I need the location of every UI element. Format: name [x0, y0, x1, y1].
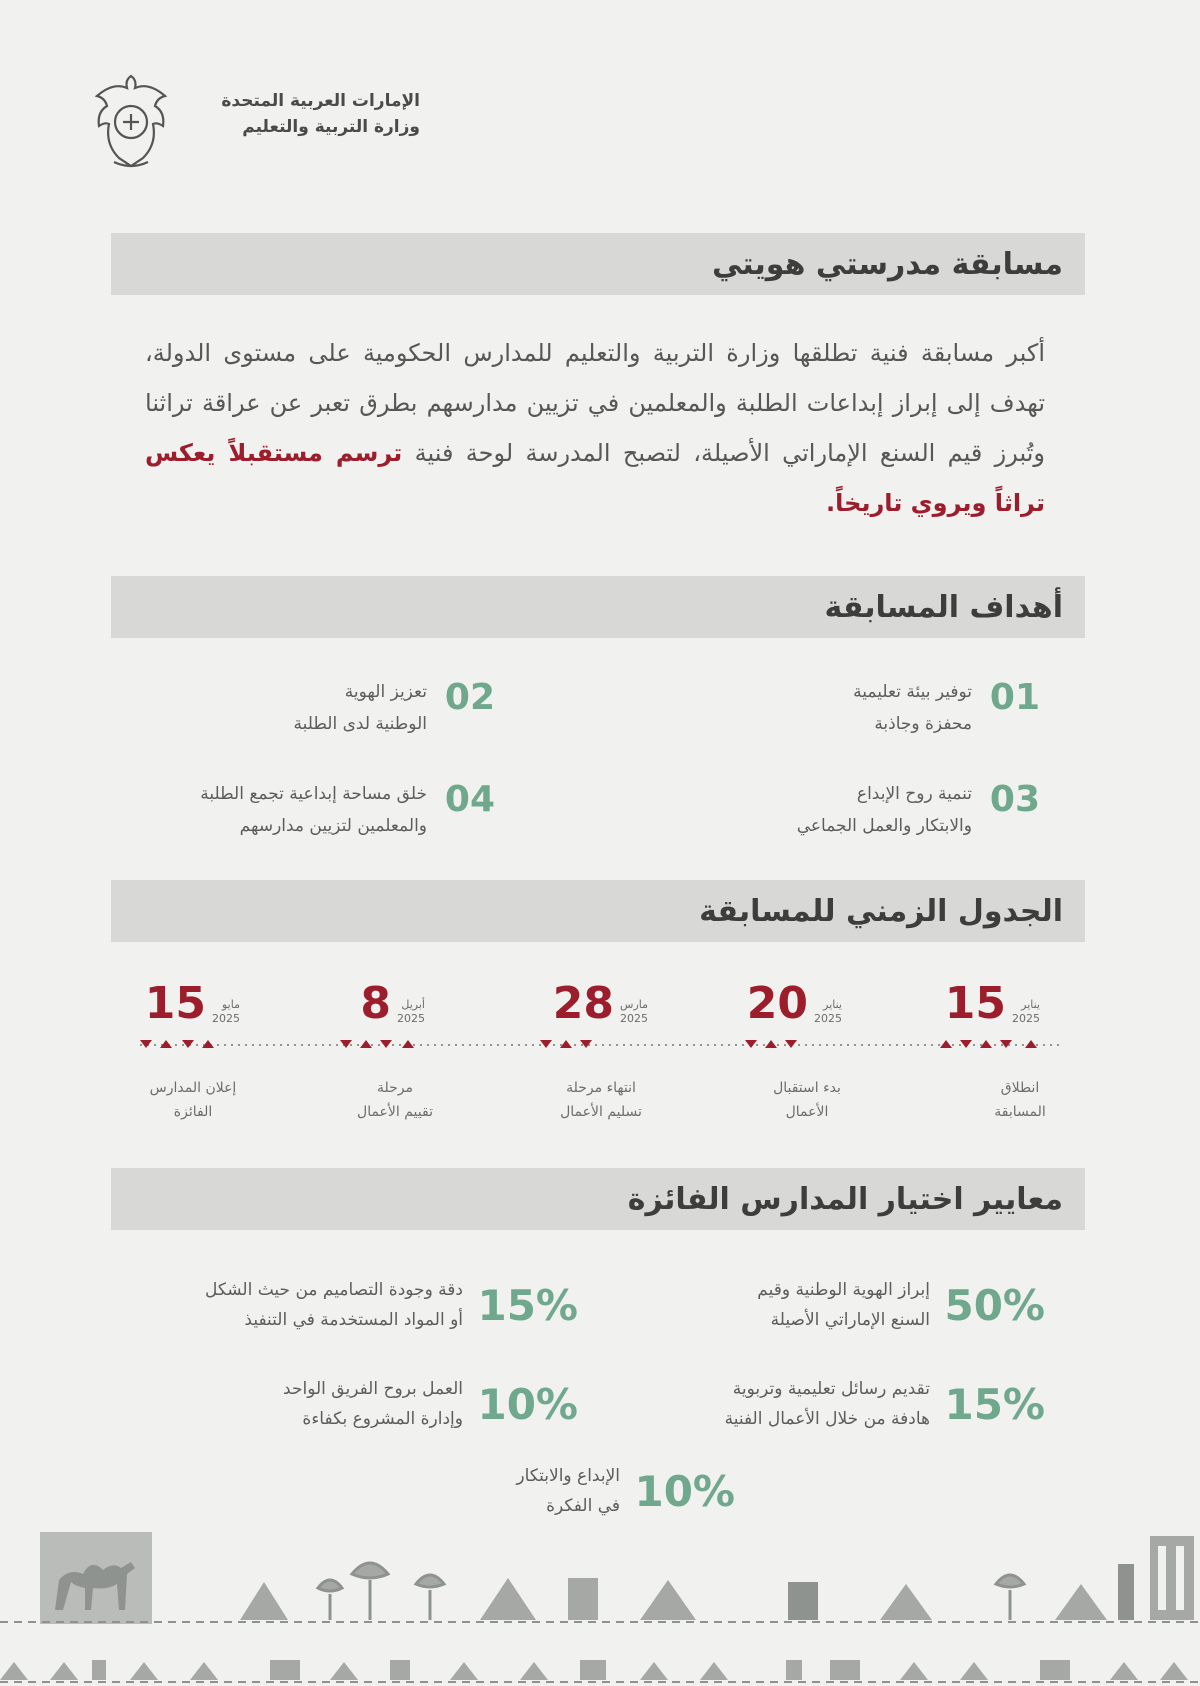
criteria-percent: 15% — [477, 1280, 578, 1330]
criteria-percent: 50% — [944, 1280, 1045, 1330]
goal-line: خلق مساحة إبداعية تجمع الطلبة — [200, 784, 427, 804]
timeline-day: 28 — [552, 978, 614, 1029]
intro-text: أكبر مسابقة فنية تطلقها وزارة التربية والتعليم للمدارس الحكومية على مستوى الدولة، تهدف إلى إبراز إبداعات الطلبة والمعلمين في تزيين مدارسهم بطرق تعبر عن عراقة تراثنا وتُبرز قيم السنع الإماراتي الأصيلة، لتصبح المدرسة لوحة فنية — [145, 339, 1045, 467]
timeline-year: 2025 — [814, 1012, 842, 1025]
criteria-text — [725, 1374, 930, 1434]
criteria-line: العمل بروح الفريق الواحد — [283, 1379, 463, 1399]
timeline-label-line: الأعمال — [785, 1104, 829, 1120]
country-name: الإمارات العربية المتحدة — [221, 91, 420, 111]
timeline-month: مارس — [620, 998, 648, 1011]
timeline-bar — [111, 880, 1085, 942]
criteria-text — [205, 1275, 463, 1335]
timeline-label-line: انطلاق — [1000, 1080, 1040, 1096]
timeline-month-year — [814, 998, 842, 1026]
timeline-year: 2025 — [397, 1012, 425, 1025]
criteria-line: دقة وجودة التصاميم من حيث الشكل — [204, 1280, 463, 1300]
timeline-month-year — [397, 998, 425, 1026]
timeline-label — [330, 1076, 460, 1124]
goal-line: توفير بيئة تعليمية — [853, 682, 972, 702]
goal-line: محفزة وجاذبة — [874, 714, 972, 734]
uae-emblem-icon — [90, 70, 172, 175]
timeline-label — [742, 1076, 872, 1124]
criteria-line: في الفكرة — [546, 1496, 620, 1516]
goal-number: 04 — [444, 779, 495, 820]
criteria-item — [283, 1374, 578, 1434]
criteria-item — [725, 1374, 1045, 1434]
goal-item — [640, 778, 1040, 842]
timeline-label-line: مرحلة — [376, 1080, 414, 1096]
intro-highlight: ترسم مستقبلاً يعكس تراثاً ويروي تاريخاً. — [145, 439, 1045, 517]
timeline-label-line: تقييم الأعمال — [357, 1104, 433, 1120]
heritage-footer-illustration — [0, 1520, 1200, 1686]
ministry-name: وزارة التربية والتعليم — [242, 117, 420, 137]
goal-number: 01 — [989, 677, 1040, 718]
intro-paragraph — [145, 328, 1045, 528]
goal-text — [200, 778, 435, 842]
timeline-label — [128, 1076, 258, 1124]
criteria-line: وإدارة المشروع بكفاءة — [302, 1409, 463, 1429]
goal-line: تنمية روح الإبداع — [856, 784, 972, 804]
timeline-month: مايو — [222, 998, 240, 1011]
timeline-title: الجدول الزمني للمسابقة — [699, 893, 1063, 929]
page-title: مسابقة مدرستي هويتي — [711, 246, 1063, 282]
timeline-label-line: تسليم الأعمال — [560, 1104, 642, 1120]
goal-number: 02 — [444, 677, 495, 718]
goal-text — [293, 676, 435, 740]
timeline-date — [746, 978, 842, 1029]
criteria-bar — [111, 1168, 1085, 1230]
timeline-label — [955, 1076, 1085, 1124]
timeline-year: 2025 — [620, 1012, 648, 1025]
title-bar — [111, 233, 1085, 295]
timeline-month-year — [212, 998, 240, 1026]
criteria-text — [757, 1275, 930, 1335]
criteria-line: إبراز الهوية الوطنية وقيم — [757, 1280, 930, 1300]
timeline-label-line: بدء استقبال — [773, 1080, 841, 1096]
timeline-day: 15 — [944, 978, 1006, 1029]
criteria-line: أو المواد المستخدمة في التنفيذ — [244, 1310, 463, 1330]
criteria-line: هادفة من خلال الأعمال الفنية — [724, 1409, 930, 1429]
timeline-line — [140, 1030, 1060, 1060]
criteria-item — [757, 1275, 1045, 1335]
timeline-year: 2025 — [1012, 1012, 1040, 1025]
timeline-label — [536, 1076, 666, 1124]
criteria-text — [516, 1461, 620, 1521]
timeline-date — [552, 978, 648, 1029]
goals-title: أهداف المسابقة — [824, 589, 1063, 625]
goal-line: الوطنية لدى الطلبة — [293, 714, 427, 734]
timeline-month: أبريل — [401, 998, 425, 1011]
criteria-line: السنع الإماراتي الأصيلة — [770, 1310, 930, 1330]
timeline-month: يناير — [1021, 998, 1040, 1011]
timeline-date — [944, 978, 1040, 1029]
timeline-month-year — [620, 998, 648, 1026]
timeline-label-line: المسابقة — [994, 1104, 1046, 1120]
criteria-percent: 10% — [634, 1466, 735, 1516]
criteria-percent: 15% — [944, 1379, 1045, 1429]
timeline-day: 15 — [144, 978, 206, 1029]
goal-item — [95, 778, 495, 842]
ministry-header — [221, 88, 420, 140]
goal-line: تعزيز الهوية — [344, 682, 427, 702]
goals-bar — [111, 576, 1085, 638]
timeline-label-line: انتهاء مرحلة — [566, 1080, 636, 1096]
goal-line: والابتكار والعمل الجماعي — [796, 816, 972, 836]
goal-item — [640, 676, 1040, 740]
goal-item — [95, 676, 495, 740]
goal-text — [797, 778, 980, 842]
timeline-day: 20 — [746, 978, 808, 1029]
criteria-text — [283, 1374, 463, 1434]
criteria-item — [205, 1275, 578, 1335]
goal-text — [853, 676, 980, 740]
criteria-line: الإبداع والابتكار — [516, 1466, 620, 1486]
timeline-label-line: الفائزة — [173, 1104, 213, 1120]
criteria-title: معايير اختيار المدارس الفائزة — [627, 1181, 1063, 1217]
timeline-month-year — [1012, 998, 1040, 1026]
goal-number: 03 — [989, 779, 1040, 820]
criteria-line: تقديم رسائل تعليمية وتربوية — [732, 1379, 930, 1399]
timeline-day: 8 — [360, 978, 391, 1029]
goal-line: والمعلمين لتزيين مدارسهم — [239, 816, 427, 836]
timeline-year: 2025 — [212, 1012, 240, 1025]
criteria-percent: 10% — [477, 1379, 578, 1429]
timeline-label-line: إعلان المدارس — [149, 1080, 237, 1096]
timeline-date — [144, 978, 240, 1029]
timeline-month: يناير — [823, 998, 842, 1011]
timeline-date — [360, 978, 425, 1029]
criteria-item — [516, 1461, 735, 1521]
